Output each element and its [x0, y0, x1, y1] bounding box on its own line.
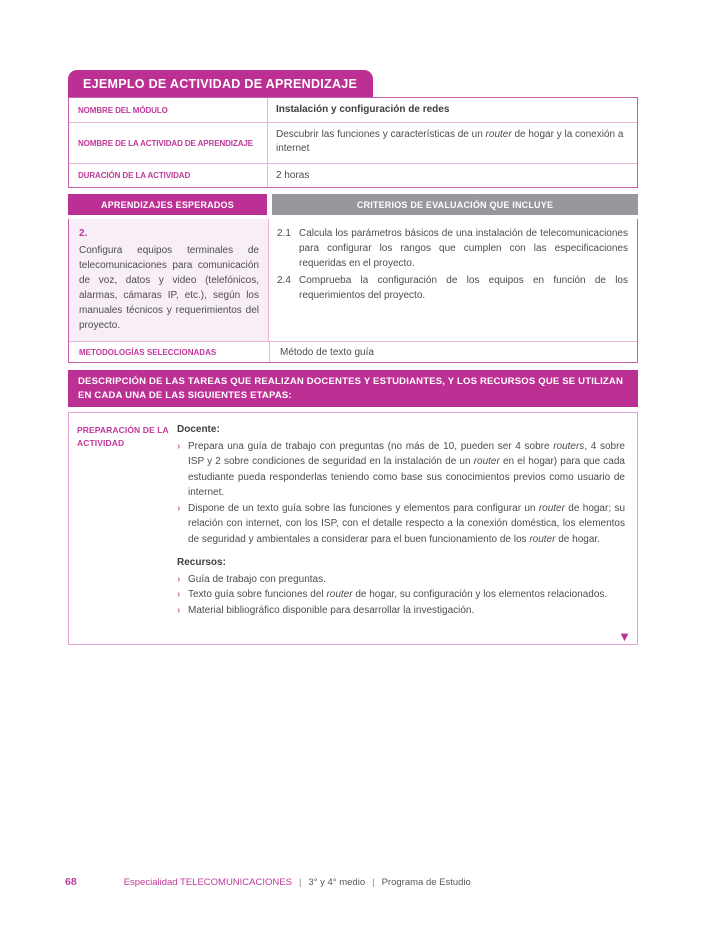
row-label: METODOLOGÍAS SELECCIONADAS	[79, 348, 217, 357]
list-item-text: Guía de trabajo con preguntas.	[188, 573, 326, 585]
page-footer	[65, 876, 471, 888]
outcomes-block	[68, 219, 638, 363]
docente-heading: Docente:	[177, 424, 220, 435]
footer-program: Programa de Estudio	[381, 877, 471, 888]
table-row-modulo	[69, 98, 637, 123]
list-item-text: Texto guía sobre funciones del router de hogar, su configuración y los elementos relacionados.	[188, 589, 608, 600]
list-item-text: Prepara una guía de trabajo con preguntas (no más de 10, pueden ser 4 sobre routers, 4 sobre ISP y 2 sobre condiciones de seguridad en la instalación de un router en el hogar) para que cada estudiante pueda responderlas teniendo como base sus conocimientos previos como usuario de internet.	[188, 440, 625, 498]
footer-grade: 3° y 4° medio	[308, 877, 366, 888]
objective-number: 2.	[79, 228, 88, 239]
preparation-content	[177, 422, 625, 634]
list-item-text: Material bibliográfico disponible para desarrollar la investigación.	[188, 604, 475, 616]
criterion-number: 2.1	[277, 228, 291, 239]
recursos-heading: Recursos:	[177, 557, 226, 568]
objective-text: Configura equipos terminales de telecomunicaciones para comunicación de voz, datos y video (telefónicos, alarmas, cámaras IP, etc.), según los manuales técnicos y requerimientos del proyecto.	[79, 245, 259, 331]
bullet-marker-icon: ›	[177, 573, 181, 585]
criterion-item	[277, 226, 628, 271]
table-row-actividad	[69, 123, 637, 164]
criterion-text: Comprueba la configuración de los equipos en función de los requerimientos del proyecto.	[299, 275, 628, 301]
methodology-row	[69, 341, 637, 362]
description-banner	[68, 370, 638, 407]
table-row-duracion	[69, 164, 637, 188]
page-title: EJEMPLO DE ACTIVIDAD DE APRENDIZAJE	[83, 77, 358, 91]
page-content	[68, 70, 638, 645]
info-table	[68, 97, 638, 188]
row-value: Instalación y configuración de redes	[267, 98, 637, 122]
list-item	[177, 501, 625, 548]
list-item	[177, 572, 625, 588]
title-tab	[68, 70, 373, 97]
objective-cell	[69, 219, 269, 341]
row-value: Método de texto guía	[269, 342, 637, 362]
bullet-marker-icon: ›	[177, 440, 181, 452]
footer-separator: |	[298, 877, 302, 888]
row-label: DURACIÓN DE LA ACTIVIDAD	[78, 171, 191, 181]
outcomes-body	[69, 219, 637, 341]
continuation-arrow-icon: ▼	[618, 629, 631, 644]
row-label: NOMBRE DEL MÓDULO	[78, 105, 168, 115]
page-number: 68	[65, 876, 77, 888]
preparation-section	[68, 412, 638, 645]
aprendizajes-header: APRENDIZAJES ESPERADOS	[68, 194, 267, 215]
row-value: 2 horas	[267, 164, 637, 188]
bullet-marker-icon: ›	[177, 502, 181, 514]
criterios-header: CRITERIOS DE EVALUACIÓN QUE INCLUYE	[272, 194, 638, 215]
bullet-marker-icon: ›	[177, 589, 181, 600]
criterion-text: Calcula los parámetros básicos de una instalación de telecomunicaciones para configurar los rangos que cumplen con las especificaciones requeridas en el proyecto.	[299, 228, 628, 269]
row-value: Descubrir las funciones y características de un router de hogar y la conexión a internet	[267, 123, 637, 163]
list-item-text: Dispone de un texto guía sobre las funciones y elementos para configurar un router de hogar; su relación con internet, con los ISP, con el detalle respecto a la conexión doméstica, los elementos de seguridad y ambientales a considerar para el buen funcionamiento de los router de hogar.	[188, 502, 626, 545]
footer-specialty: Especialidad TELECOMUNICACIONES	[123, 877, 292, 888]
list-item	[177, 439, 625, 501]
preparation-label: PREPARACIÓN DE LA ACTIVIDAD	[77, 425, 169, 448]
criteria-cell	[269, 219, 637, 341]
column-headers	[68, 194, 638, 215]
criterion-item	[277, 273, 628, 303]
criterion-number: 2.4	[277, 275, 291, 286]
footer-separator: |	[372, 877, 375, 888]
bullet-marker-icon: ›	[177, 604, 181, 616]
list-item	[177, 587, 625, 603]
row-label: NOMBRE DE LA ACTIVIDAD DE APRENDIZAJE	[78, 138, 253, 148]
list-item	[177, 603, 625, 619]
description-banner-text: DESCRIPCIÓN DE LAS TAREAS QUE REALIZAN DOCENTES Y ESTUDIANTES, Y LOS RECURSOS QUE SE UTILIZAN EN CADA UNA DE LAS SIGUIENTES ETAPAS:	[78, 376, 624, 401]
